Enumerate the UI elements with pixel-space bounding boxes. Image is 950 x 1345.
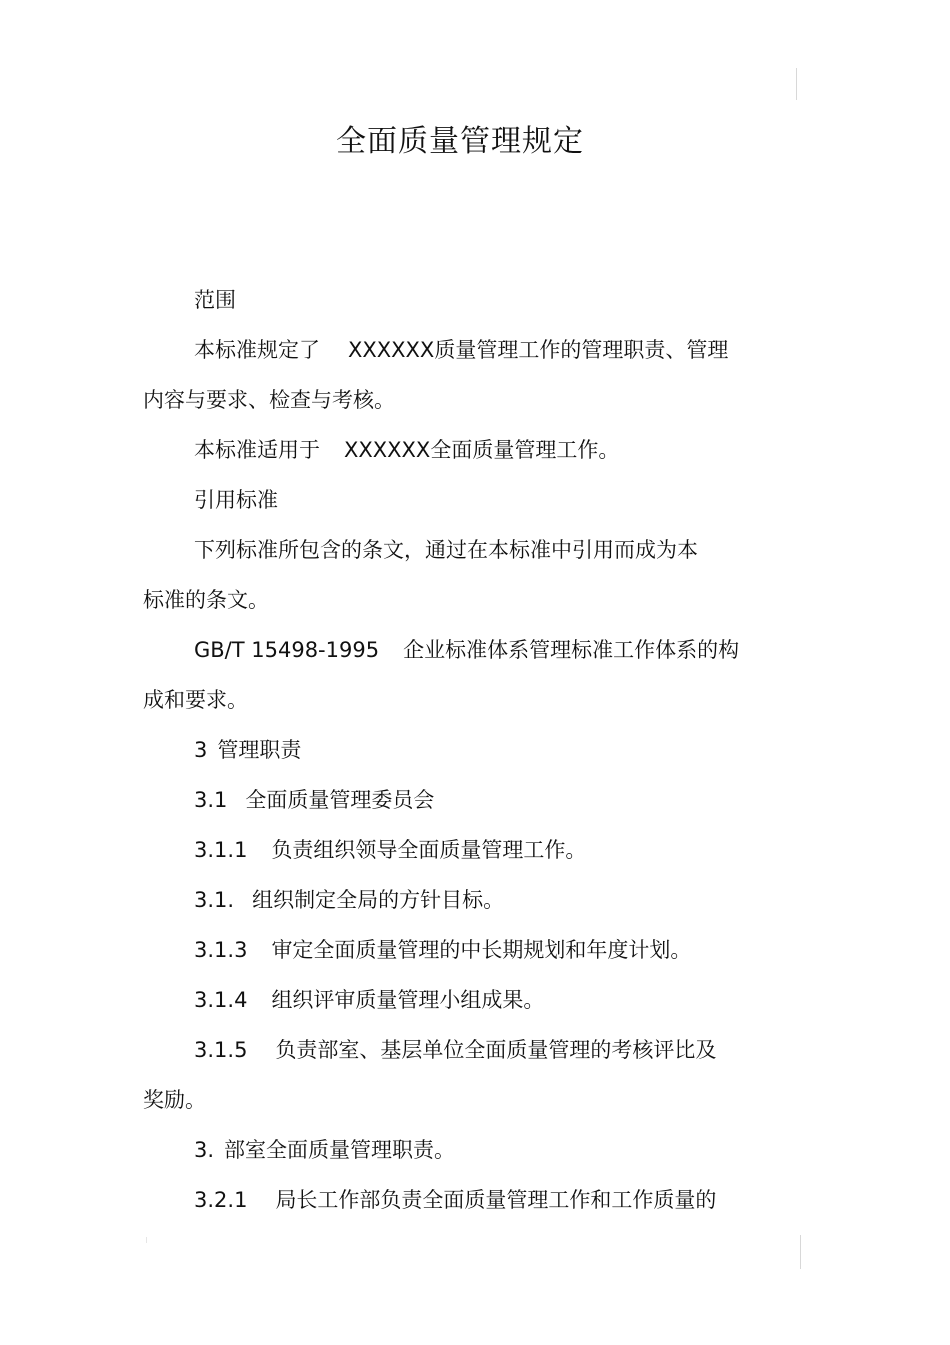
clause-line — [143, 775, 783, 825]
clause-line — [143, 1125, 783, 1175]
clause-line — [143, 825, 783, 875]
paragraph-text: 奖励。 — [143, 1088, 206, 1112]
paragraph-text: 下列标准所包含的条文，通过在本标准中引用而成为本 — [194, 538, 698, 562]
section-heading — [143, 275, 783, 325]
section-number: 3.1.3 — [194, 938, 248, 962]
section-number: 3.1 — [194, 788, 228, 812]
paragraph-text: 审定全面质量管理的中长期规划和年度计划。 — [271, 938, 692, 962]
paragraph-line — [143, 675, 783, 725]
standard-number: GB/T 15498-1995 — [194, 638, 380, 662]
page-corner-mark — [146, 1237, 147, 1243]
paragraph-line — [143, 325, 783, 375]
paragraph-line — [143, 375, 783, 425]
paragraph-line — [143, 425, 783, 475]
document-title: 全面质量管理规定 — [336, 124, 584, 159]
paragraph-text: 全面质量管理工作。 — [430, 438, 620, 462]
clause-line — [143, 1175, 783, 1225]
paragraph-text: 部室全面质量管理职责。 — [224, 1138, 456, 1162]
paragraph-text: 质量管理工作的管理职责、管理 — [434, 338, 729, 362]
paragraph-text: 局长工作部负责全面质量管理工作和工作质量的 — [275, 1188, 717, 1212]
paragraph-text: 负责部室、基层单位全面质量管理的考核评比及 — [275, 1038, 717, 1062]
placeholder-code: XXXXXX — [348, 338, 435, 362]
clause-line — [143, 925, 783, 975]
section-number: 3 — [194, 738, 208, 762]
section-number: 3.1. — [194, 888, 235, 912]
section-number: 3.1.5 — [194, 1038, 248, 1062]
clause-line — [143, 975, 783, 1025]
paragraph-text: 负责组织领导全面质量管理工作。 — [271, 838, 587, 862]
clause-line — [143, 875, 783, 925]
section-number: 3. — [194, 1138, 215, 1162]
paragraph-text: 本标准规定了 — [194, 338, 320, 362]
paragraph-text: 管理职责 — [217, 738, 302, 762]
section-heading — [143, 475, 783, 525]
paragraph-text: 范围 — [194, 288, 236, 312]
paragraph-text: 全面质量管理委员会 — [245, 788, 435, 812]
page-corner-mark — [796, 68, 797, 100]
section-heading — [143, 725, 783, 775]
section-number: 3.1.4 — [194, 988, 248, 1012]
paragraph-text: 标准的条文。 — [143, 588, 269, 612]
paragraph-text: 企业标准体系管理标准工作体系的构 — [403, 638, 740, 662]
paragraph-line — [143, 575, 783, 625]
clause-line — [143, 1025, 783, 1075]
paragraph-line — [143, 1075, 783, 1125]
paragraph-text: 组织评审质量管理小组成果。 — [271, 988, 545, 1012]
document-body — [143, 275, 783, 1225]
section-number: 3.1.1 — [194, 838, 248, 862]
paragraph-text: 本标准适用于 — [194, 438, 320, 462]
paragraph-line — [143, 625, 783, 675]
paragraph-line — [143, 525, 783, 575]
paragraph-text: 引用标准 — [194, 488, 278, 512]
page-corner-mark — [800, 1235, 801, 1269]
paragraph-text: 内容与要求、检查与考核。 — [143, 388, 395, 412]
section-number: 3.2.1 — [194, 1188, 248, 1212]
paragraph-text: 组织制定全局的方针目标。 — [252, 888, 505, 912]
placeholder-code: XXXXXX — [344, 438, 431, 462]
paragraph-text: 成和要求。 — [143, 688, 248, 712]
